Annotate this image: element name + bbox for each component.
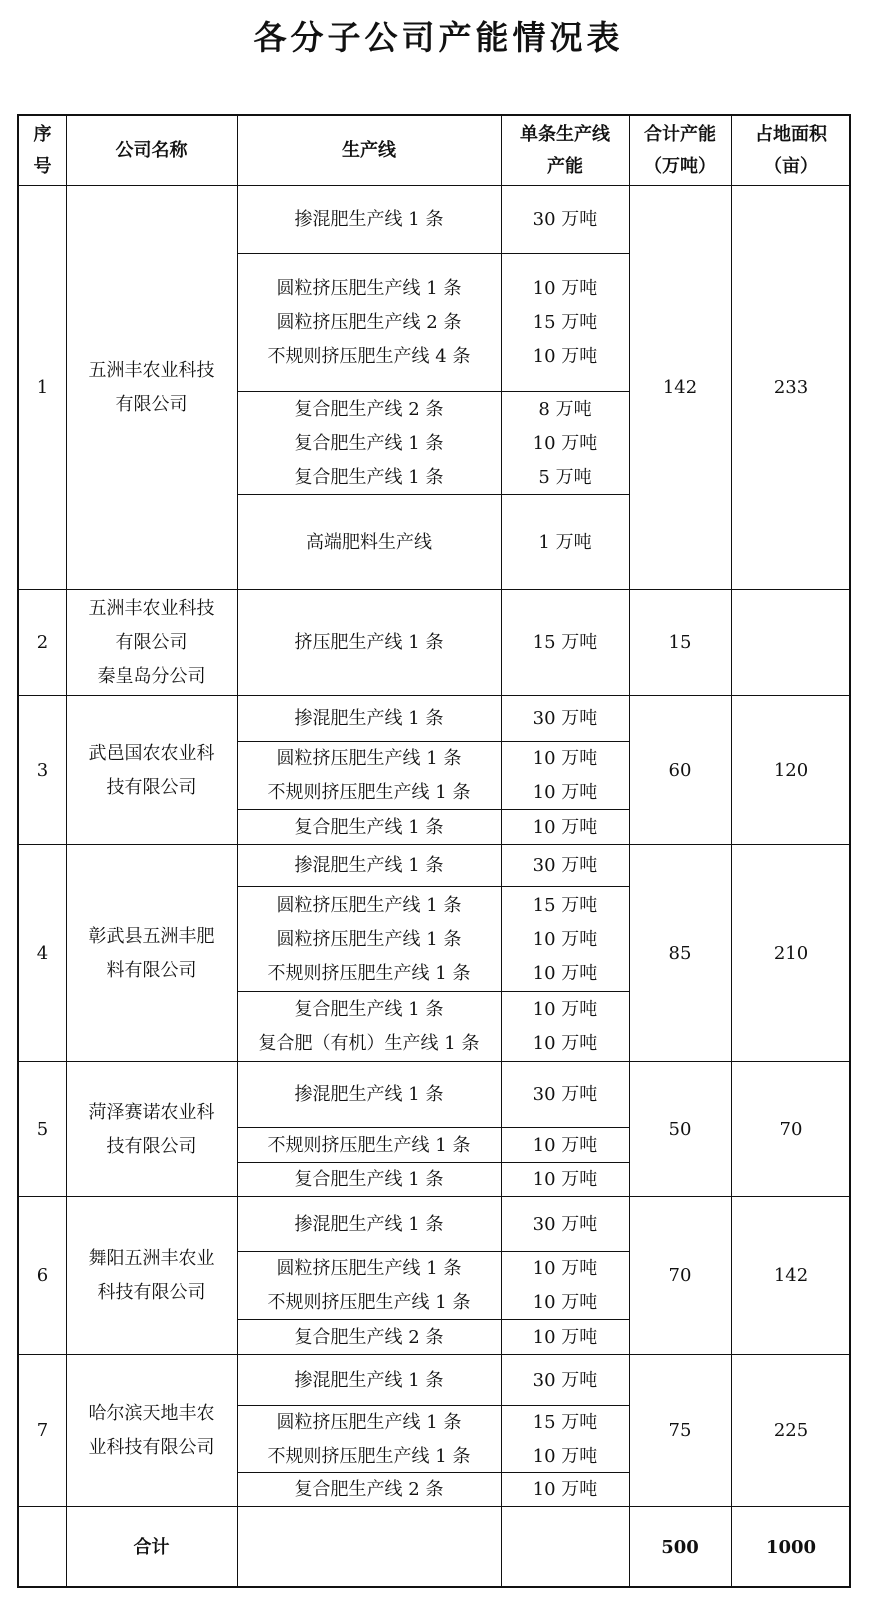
line-capacity-cell-line: 30 万吨: [532, 209, 598, 230]
line-capacity-cell-line: 10 万吨: [532, 1479, 598, 1500]
production-line-cell-line: 掺混肥生产线 1 条: [294, 1084, 444, 1105]
production-line-cell-line: 圆粒挤压肥生产线 1 条: [276, 894, 462, 916]
row-company: [66, 186, 237, 590]
production-line-cell-line: 不规则挤压肥生产线 1 条: [267, 962, 471, 984]
row-company-line: 五洲丰农业科技: [88, 360, 215, 381]
line-capacity-cell-line: 10 万吨: [532, 1169, 598, 1190]
line-capacity-cell-line: 10 万吨: [532, 1033, 598, 1054]
production-line-cell: [237, 742, 501, 810]
production-line-cell-line: 圆粒挤压肥生产线 1 条: [276, 748, 462, 769]
row-company-line: 料有限公司: [106, 959, 197, 981]
row-land-area: 120: [773, 759, 809, 781]
row-total-capacity: 75: [668, 1420, 692, 1441]
line-capacity-cell: [501, 845, 629, 887]
header-total: [629, 116, 731, 186]
line-capacity-cell: [501, 186, 629, 254]
row-company: [66, 845, 237, 1062]
header-line: 生产线: [342, 140, 396, 161]
footer-total-capacity: 500: [661, 1536, 699, 1558]
row-company: [66, 1062, 237, 1197]
production-line-cell: [237, 1062, 501, 1128]
line-capacity-cell: [501, 1320, 629, 1355]
line-capacity-cell-line: 8 万吨: [538, 398, 592, 420]
line-capacity-cell-line: 30 万吨: [532, 855, 598, 876]
row-company-line: 彰武县五洲丰肥: [88, 925, 215, 947]
production-line-cell: [237, 1355, 501, 1406]
production-line-cell-line: 不规则挤压肥生产线 4 条: [267, 346, 471, 367]
row-company-line: 科技有限公司: [97, 1282, 206, 1303]
line-capacity-cell: [501, 742, 629, 810]
production-line-cell-line: 掺混肥生产线 1 条: [294, 855, 444, 876]
line-capacity-cell: [501, 1473, 629, 1507]
production-line-cell: [237, 186, 501, 254]
row-company-line: 舞阳五洲丰农业: [88, 1248, 215, 1269]
line-capacity-cell: [501, 254, 629, 392]
production-line-cell-line: 复合肥生产线 1 条: [294, 999, 444, 1020]
header-total-line: 合计产能: [644, 124, 716, 145]
row-company-line: 哈尔滨天地丰农: [88, 1403, 215, 1424]
line-capacity-cell: [501, 1197, 629, 1252]
production-line-cell: [237, 590, 501, 696]
row-land-area: 225: [773, 1420, 809, 1441]
header-capacity-line: 产能: [547, 156, 583, 177]
row-total-capacity: 15: [668, 632, 692, 653]
production-line-cell: [237, 1406, 501, 1473]
line-capacity-cell: [501, 495, 629, 590]
row-seq: 3: [36, 759, 49, 781]
line-capacity-cell-line: 10 万吨: [532, 1134, 598, 1156]
row-land-area: 233: [773, 377, 809, 398]
production-line-cell: [237, 392, 501, 495]
row-seq: 2: [36, 632, 49, 653]
production-line-cell-line: 圆粒挤压肥生产线 2 条: [276, 312, 462, 333]
line-capacity-cell-line: 10 万吨: [532, 346, 598, 367]
header-capacity-line: 单条生产线: [520, 124, 610, 145]
production-line-cell: [237, 810, 501, 845]
production-line-cell-line: 复合肥生产线 2 条: [294, 398, 444, 420]
production-line-cell: [237, 1473, 501, 1507]
production-line-cell-line: 不规则挤压肥生产线 1 条: [267, 1134, 471, 1156]
line-capacity-cell-line: 10 万吨: [532, 962, 598, 984]
production-line-cell-line: 复合肥生产线 1 条: [294, 432, 444, 454]
production-line-cell: [237, 254, 501, 392]
row-total-capacity: 70: [668, 1265, 692, 1286]
row-company: [66, 590, 237, 696]
row-total-capacity: 142: [662, 377, 698, 398]
row-seq: 7: [36, 1420, 49, 1441]
production-line-cell-line: 圆粒挤压肥生产线 1 条: [276, 278, 462, 299]
line-capacity-cell-line: 30 万吨: [532, 708, 598, 729]
row-company-line: 菏泽赛诺农业科: [88, 1101, 215, 1123]
row-company-line: 五洲丰农业科技: [88, 598, 215, 619]
page-title: 各分子公司产能情况表: [253, 18, 624, 57]
production-line-cell: [237, 495, 501, 590]
row-company-line: 技有限公司: [106, 776, 197, 798]
row-seq: 1: [36, 377, 49, 398]
row-company-line: 武邑国农农业科: [88, 742, 215, 764]
production-line-cell-line: 圆粒挤压肥生产线 1 条: [276, 1411, 462, 1433]
line-capacity-cell-line: 10 万吨: [532, 999, 598, 1020]
production-line-cell-line: 掺混肥生产线 1 条: [294, 209, 444, 230]
production-line-cell-line: 高端肥料生产线: [306, 531, 432, 553]
row-company-line: 有限公司: [115, 632, 188, 653]
row-company-line: 业科技有限公司: [88, 1437, 215, 1458]
line-capacity-cell-line: 15 万吨: [532, 312, 598, 333]
header-company: 公司名称: [115, 140, 188, 161]
production-line-cell-line: 掺混肥生产线 1 条: [294, 708, 444, 729]
header-total-line: （万吨）: [644, 156, 716, 177]
production-line-cell: [237, 696, 501, 742]
header-area-line: 占地面积: [755, 124, 827, 145]
line-capacity-cell: [501, 810, 629, 845]
line-capacity-cell: [501, 1406, 629, 1473]
production-line-cell-line: 复合肥生产线 1 条: [294, 816, 444, 838]
line-capacity-cell-line: 10 万吨: [532, 782, 598, 803]
production-line-cell-line: 不规则挤压肥生产线 1 条: [267, 1445, 471, 1467]
header-area-line: （亩）: [764, 156, 818, 177]
line-capacity-cell-line: 10 万吨: [532, 1326, 598, 1348]
header-area: [731, 116, 851, 186]
production-line-cell-line: 掺混肥生产线 1 条: [294, 1369, 444, 1391]
header-seq-line: 号: [33, 156, 52, 177]
production-line-cell: [237, 992, 501, 1062]
line-capacity-cell-line: 1 万吨: [538, 531, 592, 553]
line-capacity-cell-line: 10 万吨: [532, 928, 598, 950]
line-capacity-cell: [501, 1355, 629, 1406]
line-capacity-cell-line: 10 万吨: [532, 1445, 598, 1467]
row-company-line: 有限公司: [115, 394, 188, 415]
header-capacity: [501, 116, 629, 186]
line-capacity-cell: [501, 1252, 629, 1320]
row-company: [66, 1355, 237, 1507]
production-line-cell-line: 掺混肥生产线 1 条: [294, 1213, 444, 1235]
line-capacity-cell-line: 30 万吨: [532, 1213, 598, 1235]
line-capacity-cell: [501, 1163, 629, 1197]
row-seq: 4: [36, 942, 49, 964]
footer-label: 合计: [133, 1536, 170, 1558]
row-total-capacity: 85: [668, 942, 692, 964]
row-land-area: 142: [773, 1265, 809, 1286]
line-capacity-cell: [501, 392, 629, 495]
line-capacity-cell-line: 10 万吨: [532, 816, 598, 838]
row-total-capacity: 60: [668, 759, 692, 781]
line-capacity-cell-line: 10 万吨: [532, 432, 598, 454]
line-capacity-cell-line: 10 万吨: [532, 278, 598, 299]
production-line-cell-line: 复合肥生产线 1 条: [294, 466, 444, 488]
footer-total-area: 1000: [765, 1536, 817, 1558]
line-capacity-cell-line: 15 万吨: [532, 894, 598, 916]
line-capacity-cell-line: 10 万吨: [532, 1258, 598, 1279]
line-capacity-cell-line: 10 万吨: [532, 1292, 598, 1313]
line-capacity-cell-line: 30 万吨: [532, 1369, 598, 1391]
production-line-cell-line: 圆粒挤压肥生产线 1 条: [276, 928, 462, 950]
production-line-cell: [237, 845, 501, 887]
production-line-cell-line: 挤压肥生产线 1 条: [294, 632, 444, 653]
line-capacity-cell: [501, 590, 629, 696]
production-line-cell-line: 复合肥生产线 2 条: [294, 1479, 444, 1500]
row-land-area: 70: [779, 1118, 803, 1140]
line-capacity-cell: [501, 1128, 629, 1163]
line-capacity-cell-line: 10 万吨: [532, 748, 598, 769]
line-capacity-cell-line: 15 万吨: [532, 632, 598, 653]
line-capacity-cell: [501, 992, 629, 1062]
production-line-cell: [237, 887, 501, 992]
row-total-capacity: 50: [668, 1118, 692, 1140]
header-seq-line: 序: [33, 124, 52, 145]
row-seq: 6: [36, 1265, 49, 1286]
production-line-cell: [237, 1128, 501, 1163]
production-line-cell-line: 复合肥生产线 1 条: [294, 1169, 444, 1190]
production-line-cell: [237, 1252, 501, 1320]
line-capacity-cell: [501, 1062, 629, 1128]
line-capacity-cell: [501, 696, 629, 742]
row-seq: 5: [36, 1118, 49, 1140]
row-land-area: 210: [773, 942, 809, 964]
row-land-area: [731, 590, 851, 696]
production-line-cell: [237, 1163, 501, 1197]
production-line-cell: [237, 1197, 501, 1252]
row-company: [66, 696, 237, 845]
line-capacity-cell-line: 5 万吨: [538, 466, 592, 488]
production-line-cell-line: 不规则挤压肥生产线 1 条: [267, 1292, 471, 1313]
production-line-cell-line: 复合肥（有机）生产线 1 条: [258, 1033, 480, 1054]
row-company-line: 技有限公司: [106, 1135, 197, 1157]
production-line-cell-line: 圆粒挤压肥生产线 1 条: [276, 1258, 462, 1279]
line-capacity-cell-line: 30 万吨: [532, 1084, 598, 1105]
production-line-cell-line: 复合肥生产线 2 条: [294, 1326, 444, 1348]
header-seq: [19, 116, 66, 186]
production-line-cell-line: 不规则挤压肥生产线 1 条: [267, 782, 471, 803]
line-capacity-cell: [501, 887, 629, 992]
capacity-table: [17, 114, 851, 1588]
line-capacity-cell-line: 15 万吨: [532, 1411, 598, 1433]
row-company-line: 秦皇岛分公司: [97, 666, 206, 687]
production-line-cell: [237, 1320, 501, 1355]
row-company: [66, 1197, 237, 1355]
